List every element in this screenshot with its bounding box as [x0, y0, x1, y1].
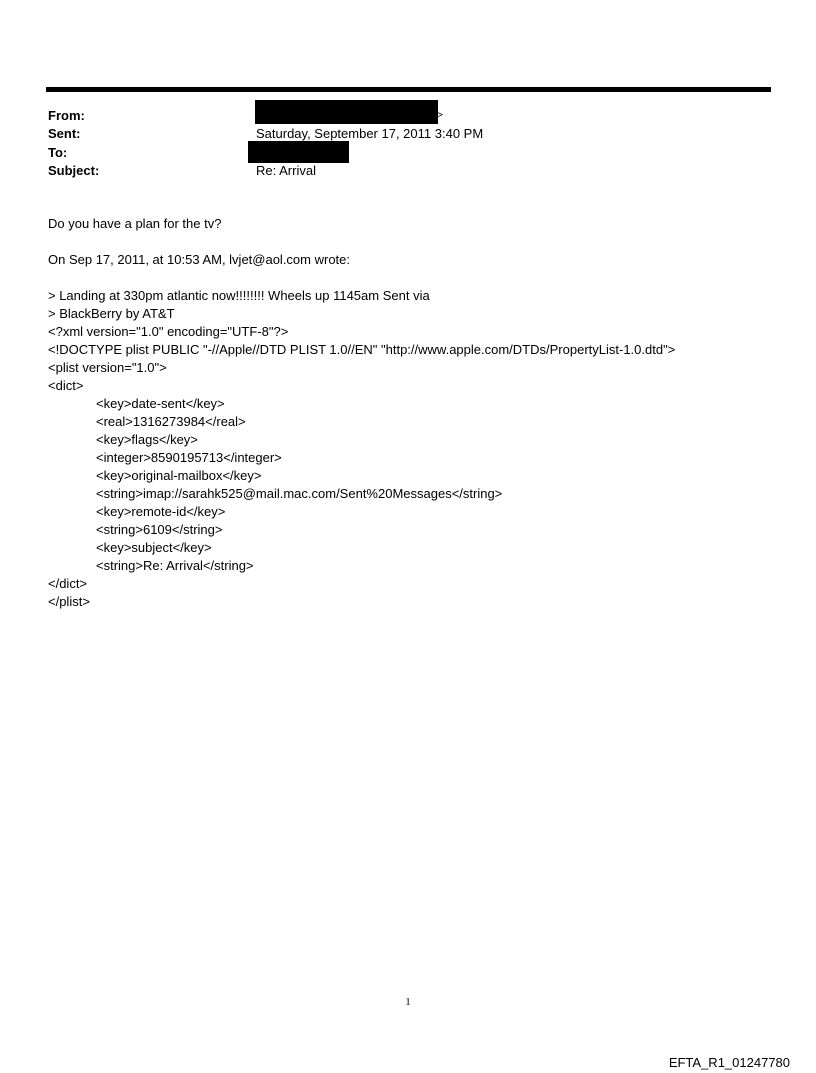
sent-label: Sent:	[48, 126, 81, 141]
body-line: <string>imap://sarahk525@mail.mac.com/Sent%20Messages</string>	[96, 486, 503, 501]
sent-value: Saturday, September 17, 2011 3:40 PM	[256, 126, 484, 141]
page-number: 1	[405, 996, 411, 1008]
subject-label: Subject:	[48, 163, 100, 178]
body-line: <key>original-mailbox</key>	[96, 468, 262, 483]
body-line: <real>1316273984</real>	[96, 414, 246, 429]
body-line: <key>date-sent</key>	[96, 396, 225, 411]
body-line: Do you have a plan for the tv?	[48, 216, 222, 231]
body-line: <dict>	[48, 378, 84, 393]
from-redaction	[255, 100, 438, 124]
body-line: <key>flags</key>	[96, 432, 198, 447]
body-line: <integer>8590195713</integer>	[96, 450, 282, 465]
body-line: </plist>	[48, 594, 90, 609]
bates-number: EFTA_R1_01247780	[668, 1055, 790, 1070]
subject-value: Re: Arrival	[256, 163, 316, 178]
from-label: From:	[48, 108, 85, 123]
body-line: <key>remote-id</key>	[96, 504, 226, 519]
body-line: > BlackBerry by AT&T	[48, 306, 175, 321]
from-suffix: >	[437, 110, 443, 121]
header-rule	[46, 87, 771, 92]
body-line: <plist version="1.0">	[48, 360, 167, 375]
body-line: </dict>	[48, 576, 88, 591]
body-line: > Landing at 330pm atlantic now!!!!!!!! Wheels up 1145am Sent via	[48, 288, 430, 303]
to-redaction	[248, 141, 349, 163]
body-line: <!DOCTYPE plist PUBLIC "-//Apple//DTD PLIST 1.0//EN" "http://www.apple.com/DTDs/PropertyList-1.0.dtd">	[48, 342, 676, 357]
body-line: <string>Re: Arrival</string>	[96, 558, 254, 573]
body-line: <key>subject</key>	[96, 540, 212, 555]
body-line: On Sep 17, 2011, at 10:53 AM, lvjet@aol.com wrote:	[48, 252, 351, 267]
body-line: <string>6109</string>	[96, 522, 223, 537]
to-label: To:	[48, 145, 68, 160]
body-line: <?xml version="1.0" encoding="UTF-8"?>	[48, 324, 289, 339]
